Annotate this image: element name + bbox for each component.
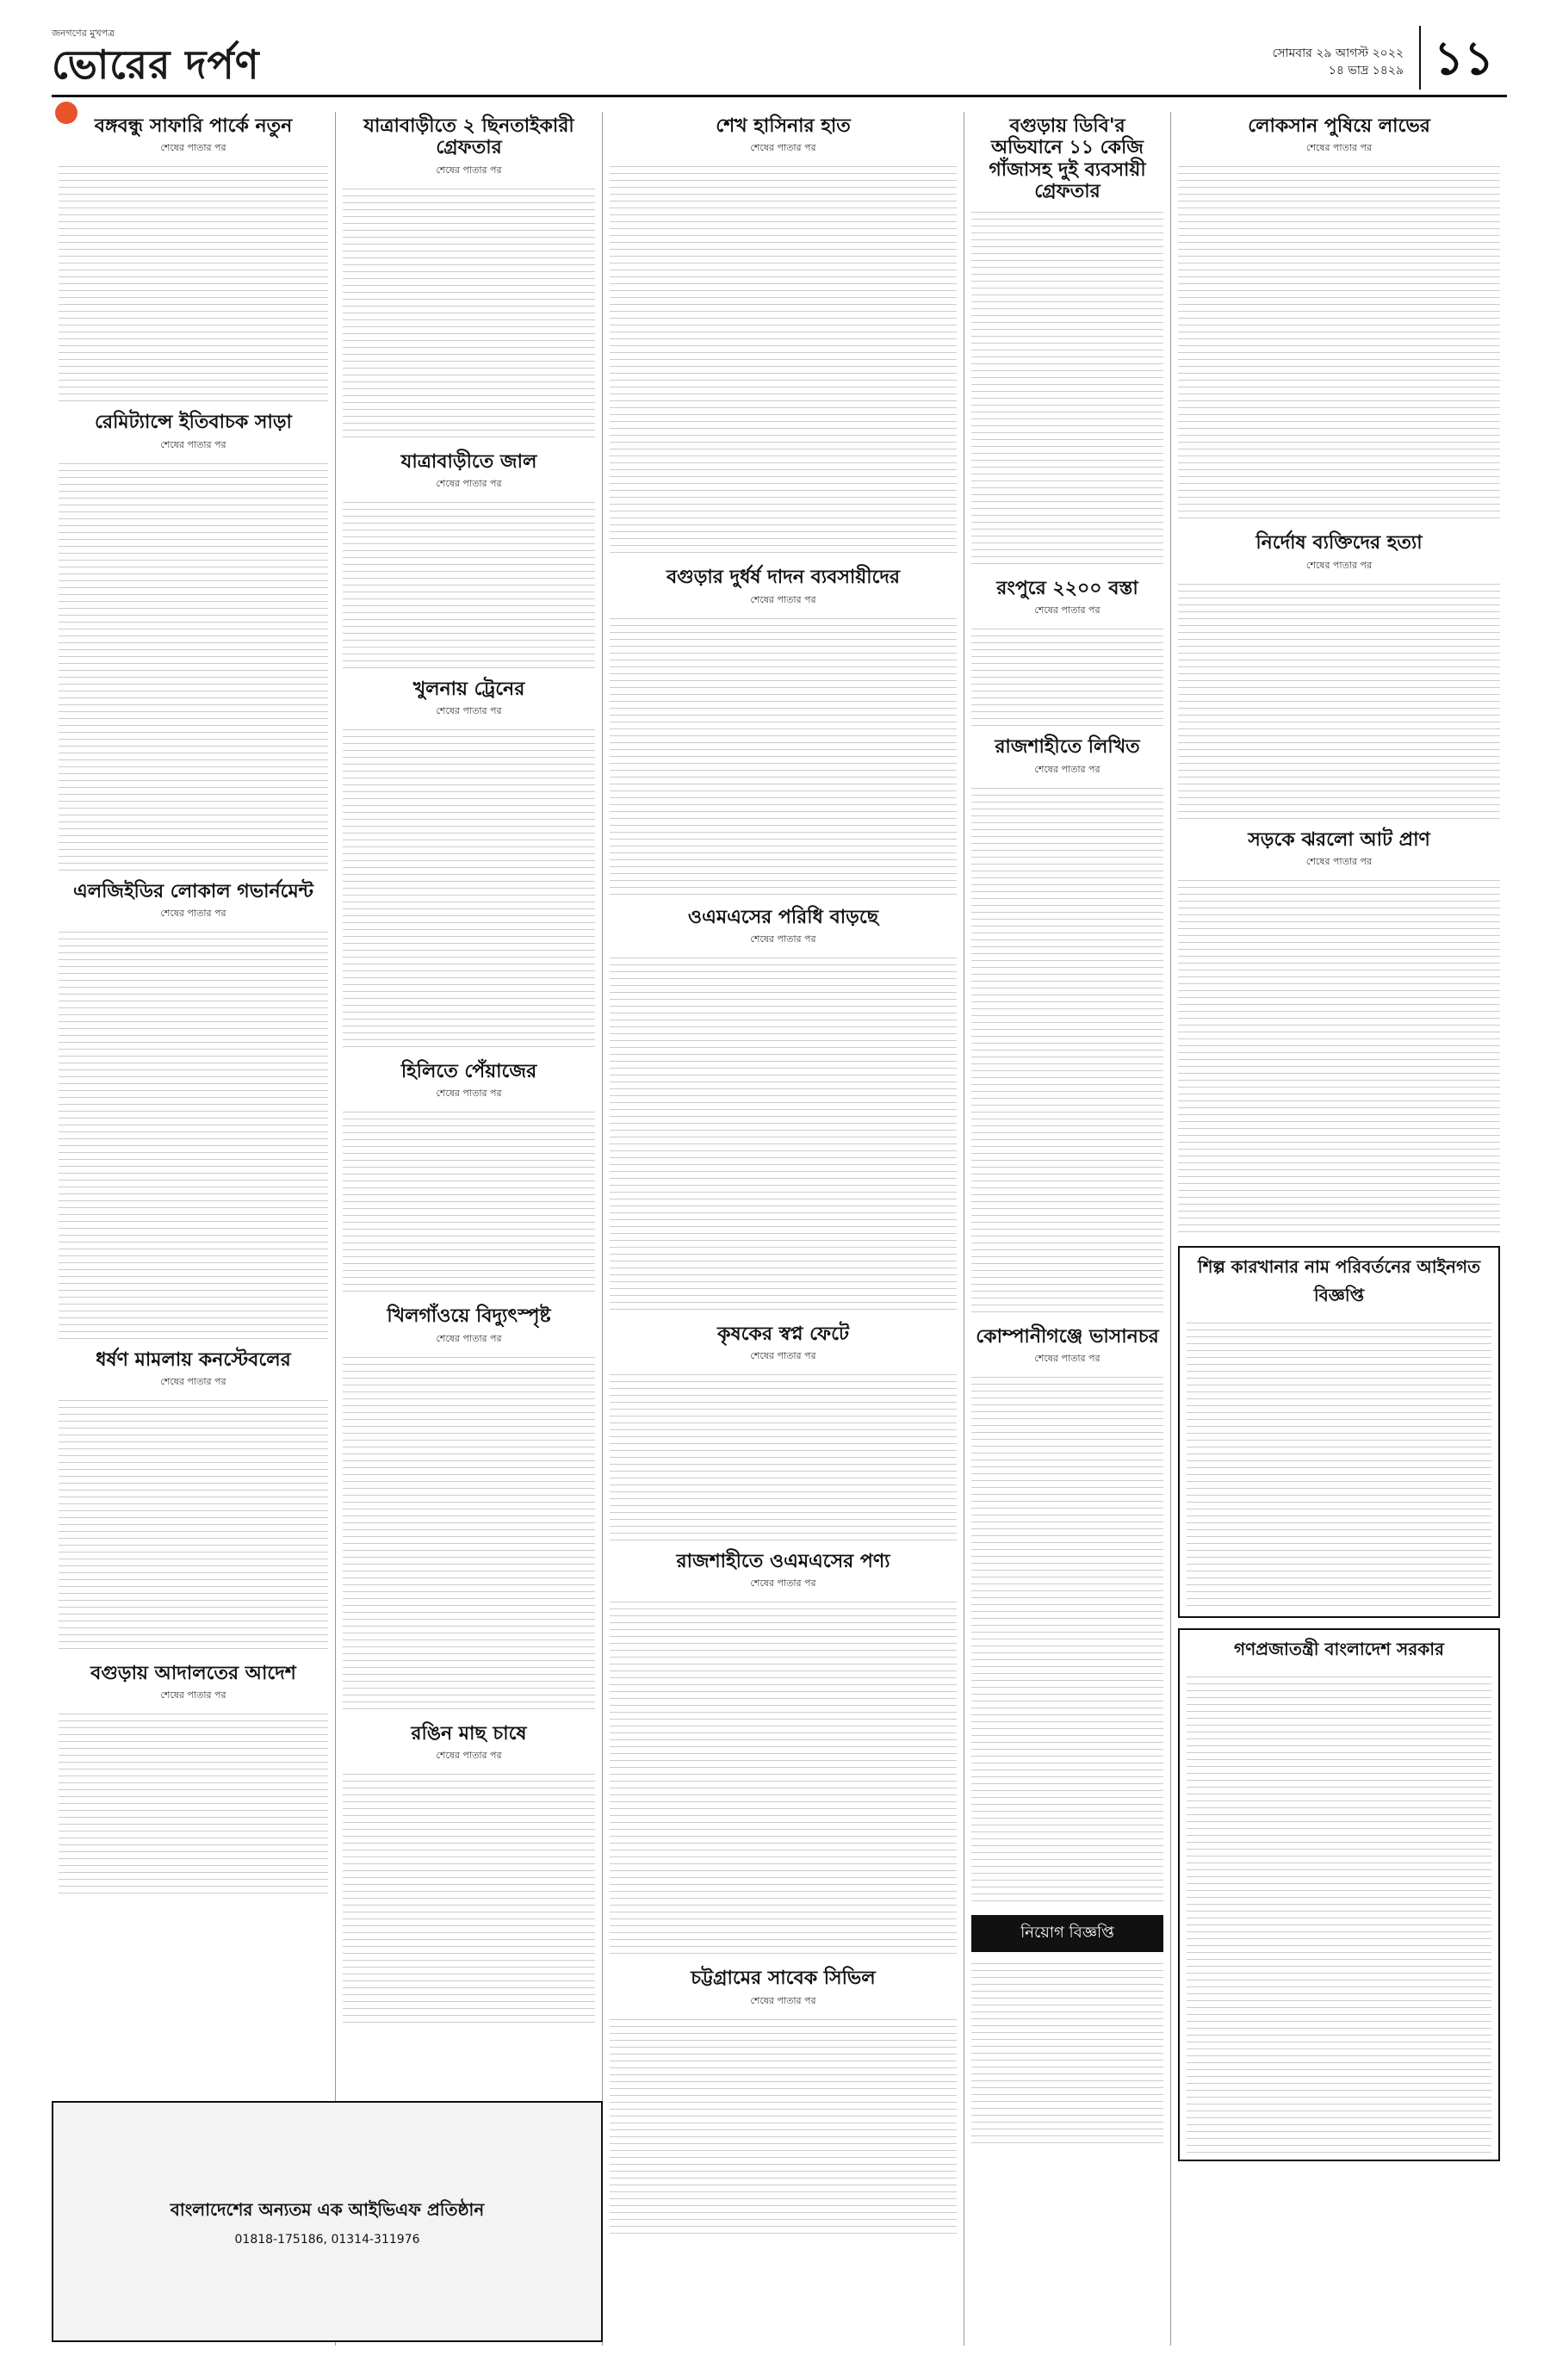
- article-body-placeholder: [1178, 874, 1500, 1236]
- article: [343, 115, 595, 441]
- article-headline: সড়কে ঝরলো আট প্রাণ: [1248, 827, 1430, 851]
- article-body-placeholder: [343, 1351, 595, 1713]
- article-body-placeholder: [343, 1106, 595, 1295]
- article-kicker: শেষের পাতার পর: [750, 593, 816, 605]
- article-body-placeholder: [343, 496, 595, 668]
- article-headline: ধর্ষণ মামলায় কনস্টেবলের: [96, 1348, 291, 1371]
- govt-notice-body-placeholder: [1187, 1670, 1491, 2153]
- article-kicker: শেষের পাতার পর: [160, 438, 226, 450]
- article-headline: রংপুরে ২২০০ বস্তা: [996, 577, 1138, 600]
- article-headline: যাত্রাবাড়ীতে ২ ছিনতাইকারী গ্রেফতার: [363, 115, 574, 159]
- article-headline: খিলগাঁওয়ে বিদ্যুৎস্পৃষ্ট: [387, 1305, 551, 1328]
- article-kicker: শেষের পাতার পর: [1034, 763, 1100, 775]
- article-body-placeholder: [59, 1708, 328, 1897]
- article-body-placeholder: [343, 1768, 595, 2026]
- article-headline: বগুড়ার দুর্ধর্ষ দাদন ব্যবসায়ীদের: [666, 566, 901, 589]
- article: [343, 451, 595, 668]
- article-body-placeholder: [610, 612, 957, 896]
- article-kicker: শেষের পাতার পর: [160, 1689, 226, 1701]
- article-kicker: শেষের পাতার পর: [160, 142, 226, 154]
- article: [343, 1723, 595, 2026]
- legal-notice-box: [1178, 1246, 1500, 1618]
- article-kicker: শেষের পাতার পর: [436, 164, 502, 176]
- article-kicker: শেষের পাতার পর: [436, 705, 502, 717]
- column-5: [1171, 112, 1507, 2346]
- article-kicker: শেষের পাতার পর: [436, 477, 502, 489]
- article: [343, 1061, 595, 1295]
- article: [610, 1323, 957, 1540]
- article-body-placeholder: [59, 1394, 328, 1652]
- article-body-placeholder: [971, 206, 1163, 567]
- article: [343, 1305, 595, 1712]
- article-kicker: শেষের পাতার পর: [1034, 604, 1100, 617]
- legal-notice-body-placeholder: [1187, 1317, 1491, 1609]
- masthead: [52, 26, 1507, 97]
- gregorian-date: সোমবার ২৯ আগস্ট ২০২২: [1272, 46, 1404, 60]
- article: [343, 679, 595, 1051]
- article-headline: যাত্রাবাড়ীতে জাল: [400, 449, 537, 473]
- article-body-placeholder: [971, 782, 1163, 1316]
- article: [610, 567, 957, 896]
- article: [59, 412, 328, 870]
- article-headline: লোকসান পুষিয়ে লাভের: [1248, 115, 1430, 137]
- legal-notice-title: শিল্প কারখানার নাম পরিবর্তনের আইনগত বিজ্ঞপ্তি: [1197, 1255, 1481, 1305]
- article-headline: কৃষকের স্বপ্ন ফেটে: [717, 1322, 849, 1345]
- article-headline: রঙিন মাছ চাষে: [411, 1721, 527, 1745]
- article: [1178, 532, 1500, 818]
- article: [59, 1663, 328, 1897]
- article: [610, 1551, 957, 1957]
- article-headline: বঙ্গবন্ধু সাফারি পার্কে নতুন: [94, 115, 293, 137]
- column-1: [52, 112, 336, 2346]
- article-body-placeholder: [971, 623, 1163, 726]
- article-kicker: শেষের পাতার পর: [750, 142, 816, 154]
- article-body-placeholder: [610, 160, 957, 556]
- article-headline: হিলিতে পেঁয়াজের: [400, 1060, 537, 1083]
- article-kicker: শেষের পাতার পর: [1305, 142, 1373, 154]
- article: [59, 881, 328, 1339]
- article: [610, 907, 957, 1313]
- article-headline: ওএমএসের পরিধি বাড়ছে: [687, 905, 879, 928]
- article-headline: রাজশাহীতে লিখিত: [995, 735, 1140, 759]
- column-4: [964, 112, 1171, 2346]
- article-body-placeholder: [343, 183, 595, 441]
- logo-wordmark: ভোরের দর্পণ: [52, 41, 260, 88]
- logo-tagline: জনগণের মুখপত্র: [52, 28, 115, 39]
- article-kicker: শেষের পাতার পর: [1305, 855, 1373, 867]
- article-body-placeholder: [1178, 578, 1500, 819]
- article-body-placeholder: [1178, 160, 1500, 522]
- article-headline: খুলনায় ট্রেনের: [412, 677, 525, 700]
- notice-body-placeholder: [971, 1957, 1163, 2147]
- article: [971, 578, 1163, 726]
- article-headline: বগুড়ায় ডিবি'র অভিযানে ১১ কেজি গাঁজাসহ দুই ব্যবসায়ী গ্রেফতার: [989, 115, 1146, 202]
- article-body-placeholder: [610, 951, 957, 1313]
- article-kicker: শেষের পাতার পর: [750, 1350, 816, 1362]
- article-body-placeholder: [59, 160, 328, 401]
- article: [59, 115, 328, 401]
- newspaper-logo: [52, 26, 276, 88]
- article: [1178, 115, 1500, 522]
- bengali-date: ১৪ ভাদ্র ১৪২৯: [1328, 64, 1404, 77]
- article-headline: কোম্পানীগঞ্জে ভাসানচর: [976, 1324, 1159, 1348]
- article: [610, 115, 957, 556]
- article-kicker: শেষের পাতার পর: [750, 933, 816, 945]
- article-body-placeholder: [59, 457, 328, 871]
- article-body-placeholder: [610, 2013, 957, 2237]
- article-kicker: শেষের পাতার পর: [436, 1088, 502, 1100]
- advertisement: [52, 2101, 603, 2342]
- article-kicker: শেষের পাতার পর: [436, 1750, 502, 1762]
- column-3: [603, 112, 964, 2346]
- ad-panel: [52, 2101, 603, 2342]
- article: [971, 115, 1163, 567]
- article-body-placeholder: [59, 926, 328, 1339]
- article: [971, 1326, 1163, 1905]
- article-kicker: শেষের পাতার পর: [160, 1376, 226, 1388]
- article-headline: রেমিট্যান্সে ইতিবাচক সাড়া: [95, 411, 292, 434]
- article-kicker: শেষের পাতার পর: [436, 1332, 502, 1344]
- notice-heading: নিয়োগ বিজ্ঞপ্তি: [971, 1915, 1163, 1952]
- article-kicker: শেষের পাতার পর: [750, 1577, 816, 1590]
- page-number: ১১: [1419, 26, 1507, 90]
- ad-title: বাংলাদেশের অন্যতম এক আইভিএফ প্রতিষ্ঠান: [170, 2198, 485, 2220]
- article-kicker: শেষের পাতার পর: [750, 1994, 816, 2006]
- ad-phones: 01818-175186, 01314-311976: [234, 2232, 420, 2247]
- article-headline: এলজিইডির লোকাল গভার্নমেন্ট: [72, 879, 313, 902]
- article-headline: চট্টগ্রামের সাবেক সিভিল: [691, 1967, 876, 1990]
- article-body-placeholder: [610, 1368, 957, 1540]
- govt-notice-title: গণপ্রজাতন্ত্রী বাংলাদেশ সরকার: [1234, 1638, 1444, 1659]
- article: [971, 736, 1163, 1315]
- article-kicker: শেষের পাতার পর: [1034, 1353, 1100, 1365]
- article-kicker: শেষের পাতার পর: [1305, 559, 1373, 571]
- article-body-placeholder: [971, 1371, 1163, 1905]
- article-headline: রাজশাহীতে ওএমএসের পণ্য: [676, 1550, 890, 1573]
- article: [610, 1968, 957, 2236]
- article-headline: বগুড়ায় আদালতের আদেশ: [90, 1662, 296, 1685]
- date-block: [1273, 45, 1404, 79]
- article-headline: শেখ হাসিনার হাত: [716, 115, 851, 137]
- govt-notice-box: [1178, 1628, 1500, 2161]
- article-kicker: শেষের পাতার পর: [160, 907, 226, 919]
- article-body-placeholder: [610, 1596, 957, 1957]
- article-body-placeholder: [343, 723, 595, 1051]
- article: [1178, 829, 1500, 1236]
- article: [59, 1349, 328, 1652]
- column-2: [336, 112, 603, 2346]
- article-headline: নির্দোষ ব্যক্তিদের হত্যা: [1256, 531, 1423, 555]
